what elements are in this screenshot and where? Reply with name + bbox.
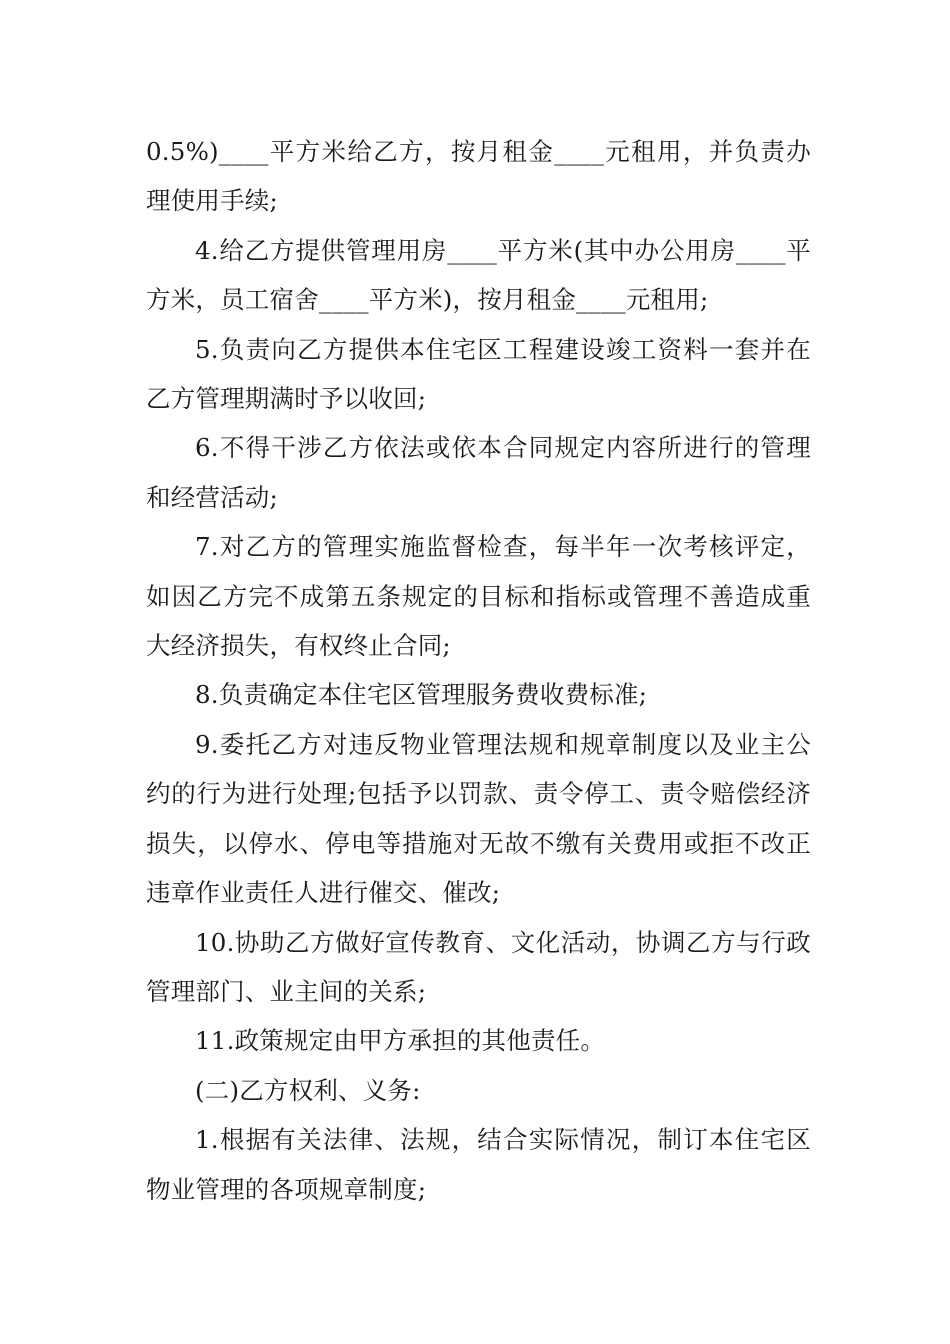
paragraph-party-b-item-1: 1.根据有关法律、法规，结合实际情况，制订本住宅区物业管理的各项规章制度; [146, 1125, 811, 1204]
paragraph-continuation: 0.5%)____平方米给乙方，按月租金____元租用，并负责办理使用手续; [146, 137, 811, 216]
paragraph-item-11: 11.政策规定由甲方承担的其他责任。 [195, 1026, 606, 1056]
paragraph-item-8: 8.负责确定本住宅区管理服务费收费标准; [195, 680, 648, 710]
paragraph-item-6: 6.不得干涉乙方依法或依本合同规定内容所进行的管理和经营活动; [146, 433, 811, 512]
paragraph-item-5: 5.负责向乙方提供本住宅区工程建设竣工资料一套并在乙方管理期满时予以收回; [146, 334, 811, 414]
paragraph-item-7: 7.对乙方的管理实施监督检查，每半年一次考核评定，如因乙方完不成第五条规定的目标和指标或管理不善造成重大经济损失，有权终止合同; [146, 532, 811, 661]
paragraph-item-4: 4.给乙方提供管理用房____平方米(其中办公用房____平方米，员工宿舍____平方米)，按月租金____元租用; [146, 235, 811, 315]
document-body [146, 127, 811, 1214]
paragraph-item-10: 10.协助乙方做好宣传教育、文化活动，协调乙方与行政管理部门、业主间的关系; [146, 927, 811, 1006]
paragraph-item-9: 9.委托乙方对违反物业管理法规和规章制度以及业主公约的行为进行处理;包括予以罚款、责令停工、责令赔偿经济损失，以停水、停电等措施对无故不缴有关费用或拒不改正违章作业责任人进行催交、催改; [146, 729, 811, 908]
section-heading-party-b: (二)乙方权利、义务: [195, 1075, 421, 1105]
